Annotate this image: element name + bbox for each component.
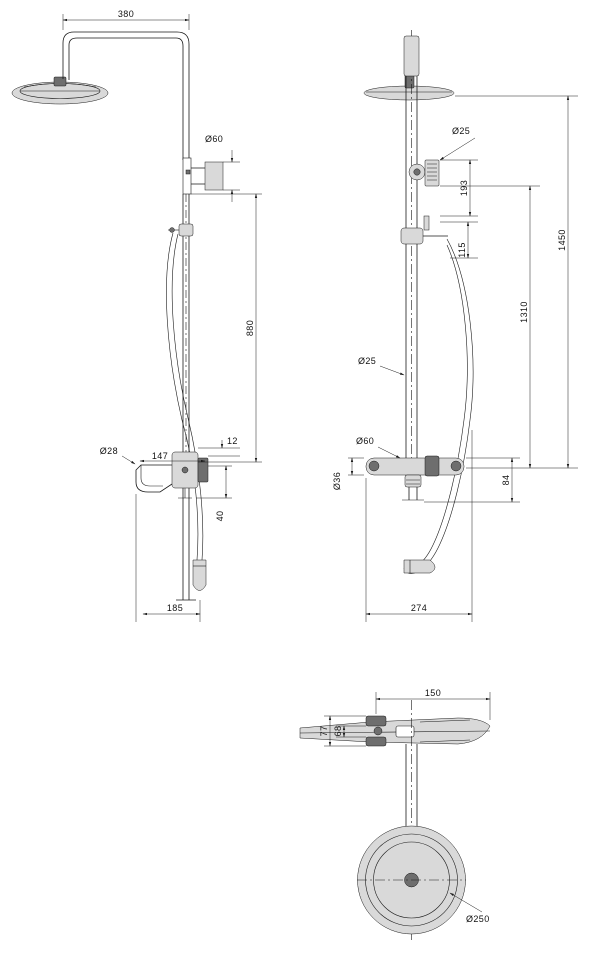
dim-front-base-depth [136, 494, 200, 622]
side-hose [404, 239, 473, 574]
dim-1450: 1450 [557, 229, 567, 251]
dim-side-body-dia [332, 458, 364, 490]
side-riser [404, 30, 419, 480]
side-view [332, 30, 578, 622]
dim-68: 68 [333, 725, 343, 737]
dim-dia250: Ø250 [466, 914, 490, 924]
dim-dia28: Ø28 [99, 446, 118, 456]
front-hose [166, 233, 202, 560]
side-mixer-body [366, 456, 464, 500]
dim-side-slider-height [440, 222, 478, 258]
side-hand-shower [404, 560, 435, 573]
dim-dia60-front: Ø60 [205, 134, 224, 144]
dim-side-riser-height [440, 186, 540, 468]
dim-front-wall-offset [198, 436, 240, 456]
dim-1310: 1310 [519, 301, 529, 323]
dim-side-handle-height [440, 160, 478, 216]
dim-dia25-riser: Ø25 [358, 356, 377, 366]
dim-193: 193 [459, 179, 469, 197]
dim-side-top-dia [440, 126, 475, 160]
dim-77: 77 [319, 725, 329, 737]
dim-147: 147 [151, 451, 169, 461]
dim-115: 115 [457, 242, 467, 258]
dim-front-arm-length [63, 9, 189, 30]
front-view [12, 9, 262, 622]
side-diverter-knob [409, 160, 439, 186]
dim-front-riser-height [191, 194, 262, 462]
dim-dia25-top: Ø25 [452, 126, 471, 136]
dim-40: 40 [215, 510, 225, 522]
front-shower-head [12, 77, 108, 104]
top-view [300, 688, 490, 940]
top-shower-head [357, 826, 466, 934]
dim-84: 84 [501, 474, 511, 486]
dim-dia36: Ø36 [332, 471, 342, 491]
front-hand-shower [193, 560, 206, 591]
side-slider-bracket [401, 216, 448, 244]
dim-side-overall-height [455, 96, 578, 468]
front-slider-bracket [168, 224, 193, 236]
dim-side-mixer-dia [356, 436, 400, 458]
dim-380: 380 [117, 9, 135, 19]
dim-185: 185 [166, 603, 184, 613]
dim-top-mixer-width [376, 688, 490, 720]
dim-dia60-side: Ø60 [356, 436, 375, 446]
side-shower-head [364, 74, 454, 100]
dim-12: 12 [227, 436, 238, 446]
dim-880: 880 [245, 319, 255, 337]
dim-side-riser-dia [358, 356, 404, 375]
dim-150: 150 [424, 688, 442, 698]
dim-front-spout-dia [100, 446, 135, 464]
front-outlet-block [183, 158, 223, 194]
dim-274: 274 [410, 603, 428, 613]
front-mixer-body [136, 452, 208, 498]
